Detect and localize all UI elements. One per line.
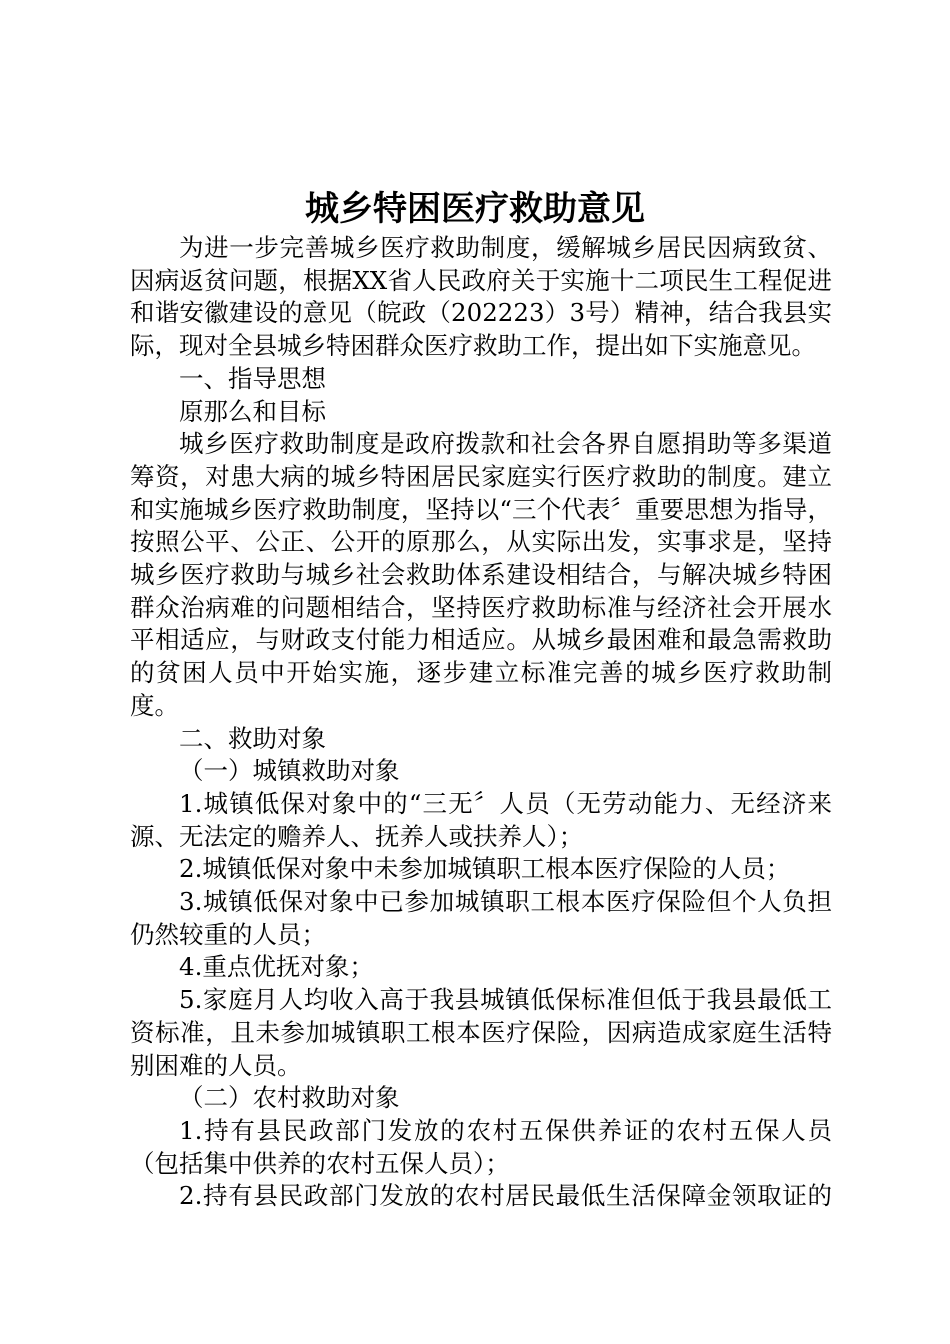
paragraph-intro: 为进一步完善城乡医疗救助制度，缓解城乡居民因病致贫、因病返贫问题，根据XX省人民政府关于实施十二项民生工程促进和谐安徽建设的意见（皖政（202223）3号）精神，结合我县实际，现对全县城乡特困群众医疗救助工作，提出如下实施意见。 xyxy=(130,233,832,361)
list-item-urban-1: 1.城镇低保对象中的“三无〞人员（无劳动能力、无经济来源、无法定的赡养人、抚养人或扶养人）； xyxy=(130,788,832,851)
paragraph-principles: 城乡医疗救助制度是政府拨款和社会各界自愿捐助等多渠道筹资，对患大病的城乡特困居民家庭实行医疗救助的制度。建立和实施城乡医疗救助制度，坚持以“三个代表〞重要思想为指导，按照公平、公正、公开的原那么，从实际出发，实事求是，坚持城乡医疗救助与城乡社会救助体系建设相结合，与解决城乡特困群众治病难的问题相结合，坚持医疗救助标准与经济社会开展水平相适应，与财政支付能力相适应。从城乡最困难和最急需救助的贫困人员中开始实施，逐步建立标准完善的城乡医疗救助制度。 xyxy=(130,429,832,720)
list-item-urban-3: 3.城镇低保对象中已参加城镇职工根本医疗保险但个人负担仍然较重的人员； xyxy=(130,887,832,949)
heading-guiding-ideology: 一、指导思想 xyxy=(179,363,326,393)
heading-assistance-targets: 二、救助对象 xyxy=(179,723,326,753)
list-item-rural-2: 2.持有县民政部门发放的农村居民最低生活保障金领取证的 xyxy=(179,1181,832,1211)
list-item-urban-2: 2.城镇低保对象中未参加城镇职工根本医疗保险的人员； xyxy=(179,854,791,884)
heading-principles-goals: 原那么和目标 xyxy=(179,396,326,426)
list-item-rural-1: 1.持有县民政部门发放的农村五保供养证的农村五保人员（包括集中供养的农村五保人员）； xyxy=(130,1115,832,1178)
document-title: 城乡特困医疗救助意见 xyxy=(305,189,645,229)
list-item-urban-5: 5.家庭月人均收入高于我县城镇低保标准但低于我县最低工资标准，且未参加城镇职工根本医疗保险，因病造成家庭生活特别困难的人员。 xyxy=(130,985,832,1080)
subheading-urban-targets: （一）城镇救助对象 xyxy=(179,756,400,786)
list-item-urban-4: 4.重点优抚对象； xyxy=(179,952,374,982)
document-body xyxy=(130,232,832,1213)
subheading-rural-targets: （二）农村救助对象 xyxy=(179,1083,400,1113)
